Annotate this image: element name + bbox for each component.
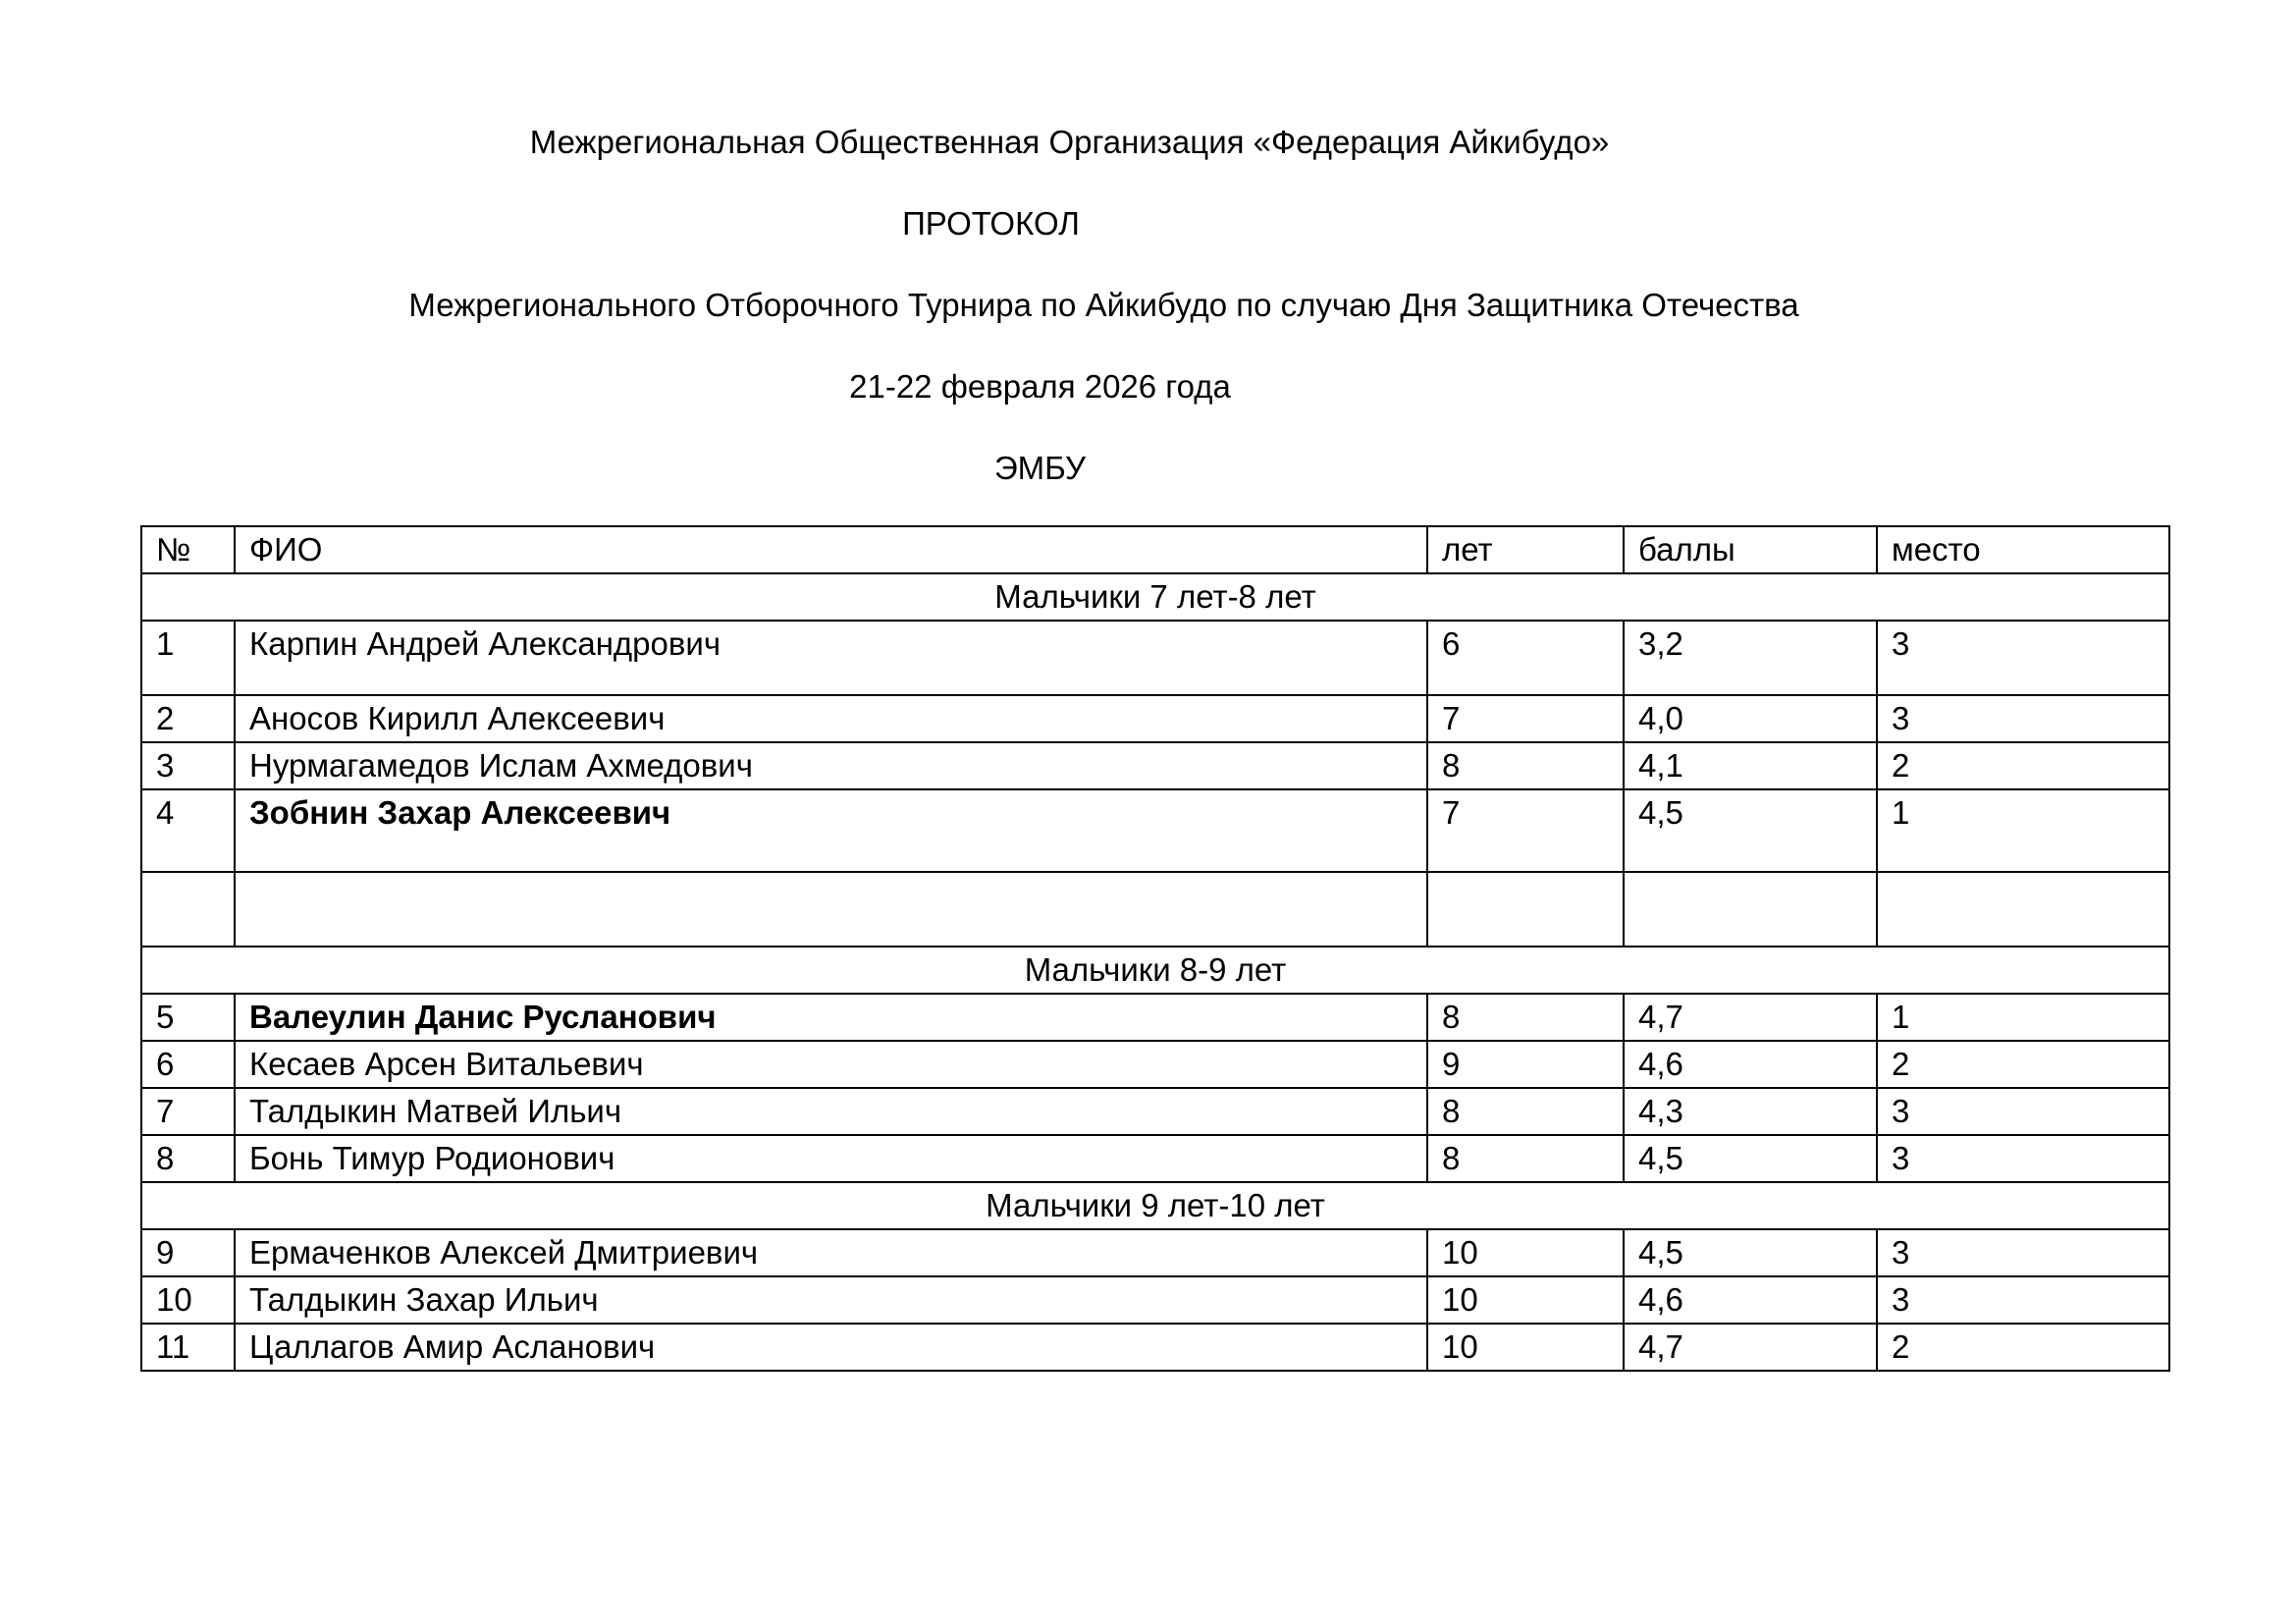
table-row <box>141 1041 2169 1088</box>
table-row <box>141 621 2169 695</box>
tournament-title: Межрегионального Отборочного Турнира по Айкибудо по случаю Дня Защитника Отечества <box>408 287 1799 323</box>
cell-num: 7 <box>141 1088 235 1135</box>
group-header-row <box>141 947 2169 994</box>
table-header-row <box>141 526 2169 573</box>
cell-num <box>141 872 235 947</box>
cell-name: Аносов Кирилл Алексеевич <box>235 695 1427 742</box>
cell-num: 10 <box>141 1276 235 1324</box>
cell-place: 3 <box>1877 695 2169 742</box>
cell-age: 8 <box>1427 1135 1624 1182</box>
cell-name: Кесаев Арсен Витальевич <box>235 1041 1427 1088</box>
cell-name: Карпин Андрей Александрович <box>235 621 1427 695</box>
cell-num: 11 <box>141 1324 235 1371</box>
organization-title: Межрегиональная Общественная Организация «Федерация Айкибудо» <box>529 124 1610 160</box>
document-type: ПРОТОКОЛ <box>902 205 1080 242</box>
cell-name: Зобнин Захар Алексеевич <box>235 789 1427 872</box>
cell-score: 4,5 <box>1624 789 1877 872</box>
cell-place: 3 <box>1877 1088 2169 1135</box>
cell-age: 10 <box>1427 1229 1624 1276</box>
cell-place: 3 <box>1877 1135 2169 1182</box>
column-header-name: ФИО <box>235 526 1427 573</box>
cell-num: 3 <box>141 742 235 789</box>
cell-score <box>1624 872 1877 947</box>
cell-name: Нурмагамедов Ислам Ахмедович <box>235 742 1427 789</box>
cell-score: 4,5 <box>1624 1229 1877 1276</box>
group-header-row <box>141 1182 2169 1229</box>
table-row-winner <box>141 994 2169 1041</box>
cell-age: 8 <box>1427 1088 1624 1135</box>
cell-name: Талдыкин Захар Ильич <box>235 1276 1427 1324</box>
cell-score: 4,6 <box>1624 1276 1877 1324</box>
cell-num: 8 <box>141 1135 235 1182</box>
cell-num: 9 <box>141 1229 235 1276</box>
cell-place: 3 <box>1877 1229 2169 1276</box>
cell-score: 4,3 <box>1624 1088 1877 1135</box>
table-row <box>141 1276 2169 1324</box>
cell-num: 6 <box>141 1041 235 1088</box>
group-title: Мальчики 9 лет-10 лет <box>141 1182 2169 1229</box>
cell-age: 8 <box>1427 742 1624 789</box>
cell-score: 4,5 <box>1624 1135 1877 1182</box>
column-header-place: место <box>1877 526 2169 573</box>
cell-place: 3 <box>1877 1276 2169 1324</box>
discipline-title: ЭМБУ <box>993 450 1087 486</box>
cell-name: Цаллагов Амир Асланович <box>235 1324 1427 1371</box>
cell-score: 4,7 <box>1624 1324 1877 1371</box>
cell-age: 7 <box>1427 695 1624 742</box>
column-header-num: № <box>141 526 235 573</box>
cell-place: 2 <box>1877 1324 2169 1371</box>
table-row <box>141 1229 2169 1276</box>
cell-place: 3 <box>1877 621 2169 695</box>
cell-age: 7 <box>1427 789 1624 872</box>
cell-place <box>1877 872 2169 947</box>
cell-num: 2 <box>141 695 235 742</box>
tournament-date: 21-22 февраля 2026 года <box>849 368 1231 405</box>
group-title: Мальчики 7 лет-8 лет <box>141 573 2169 621</box>
cell-age: 8 <box>1427 994 1624 1041</box>
results-table <box>140 525 2170 1372</box>
cell-name: Бонь Тимур Родионович <box>235 1135 1427 1182</box>
cell-score: 4,0 <box>1624 695 1877 742</box>
cell-age: 9 <box>1427 1041 1624 1088</box>
table-row <box>141 742 2169 789</box>
cell-score: 4,6 <box>1624 1041 1877 1088</box>
table-row <box>141 695 2169 742</box>
cell-age: 10 <box>1427 1324 1624 1371</box>
cell-place: 1 <box>1877 994 2169 1041</box>
cell-place: 2 <box>1877 742 2169 789</box>
column-header-score: баллы <box>1624 526 1877 573</box>
group-header-row <box>141 573 2169 621</box>
cell-name: Ермаченков Алексей Дмитриевич <box>235 1229 1427 1276</box>
cell-age: 10 <box>1427 1276 1624 1324</box>
column-header-age: лет <box>1427 526 1624 573</box>
cell-num: 1 <box>141 621 235 695</box>
table-row <box>141 1324 2169 1371</box>
group-title: Мальчики 8-9 лет <box>141 947 2169 994</box>
cell-name: Валеулин Данис Русланович <box>235 994 1427 1041</box>
cell-score: 4,1 <box>1624 742 1877 789</box>
cell-age <box>1427 872 1624 947</box>
cell-score: 3,2 <box>1624 621 1877 695</box>
table-row <box>141 1135 2169 1182</box>
table-row-empty <box>141 872 2169 947</box>
cell-place: 2 <box>1877 1041 2169 1088</box>
cell-num: 4 <box>141 789 235 872</box>
table-row-winner <box>141 789 2169 872</box>
cell-num: 5 <box>141 994 235 1041</box>
cell-score: 4,7 <box>1624 994 1877 1041</box>
table-row <box>141 1088 2169 1135</box>
cell-place: 1 <box>1877 789 2169 872</box>
cell-name: Талдыкин Матвей Ильич <box>235 1088 1427 1135</box>
cell-name <box>235 872 1427 947</box>
cell-age: 6 <box>1427 621 1624 695</box>
